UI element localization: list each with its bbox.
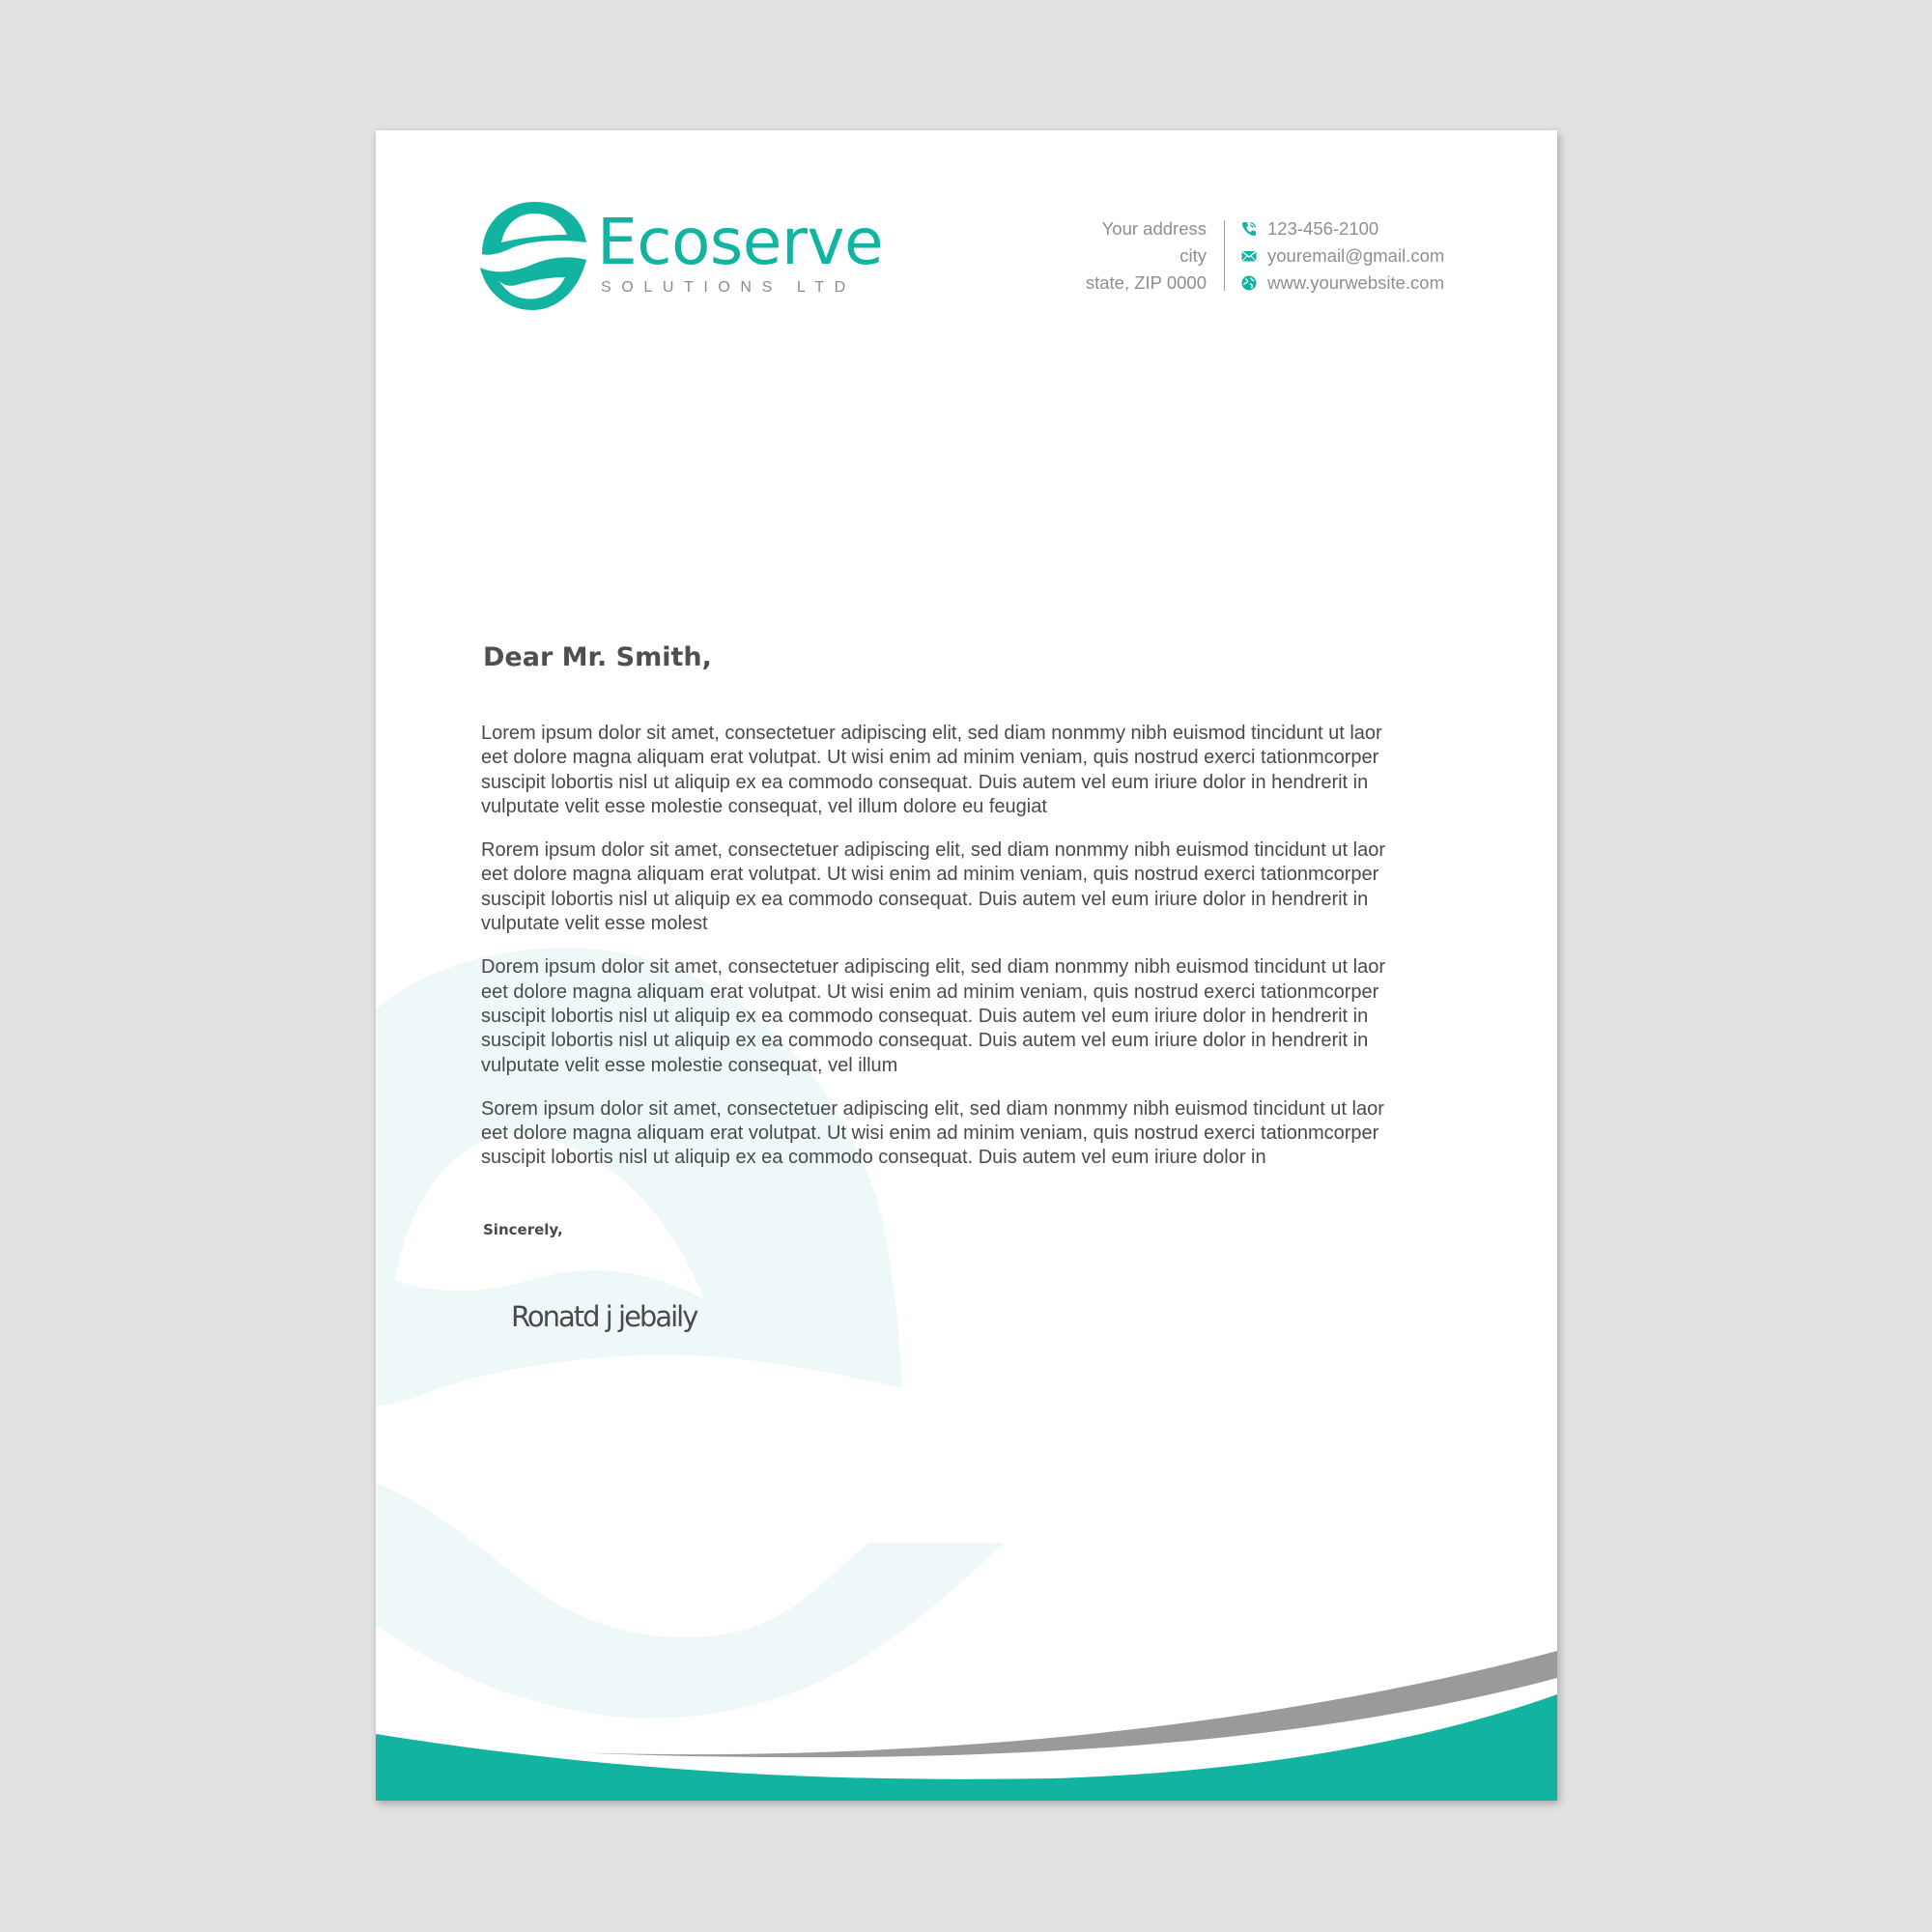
paragraph-1: Lorem ipsum dolor sit amet, consectetuer adipiscing elit, sed diam nonmmy nibh euismod tincidunt ut laor eet dolore magna aliquam erat volutpat. Ut wisi enim ad minim veniam, quis nostrud exerci tationmcorper suscipit lobortis nisl ut aliquip ex ea commodo consequat. Duis autem vel eum iriure dolor in hendrerit in vulputate velit esse molestie consequat, vel illum dolore eu feugiat: [481, 723, 1382, 817]
address-line-2: city: [1179, 245, 1207, 266]
contact-website-text: www.yourwebsite.com: [1267, 272, 1445, 293]
contact-phone: [1240, 215, 1444, 242]
phone-icon: [1240, 220, 1258, 238]
paragraph-3: Dorem ipsum dolor sit amet, consectetuer adipiscing elit, sed diam nonmmy nibh euismod tincidunt ut laor eet dolore magna aliquam erat volutpat. Ut wisi enim ad minim veniam, quis nostrud exerci tationmcorper suscipit lobortis nisl ut aliquip ex ea commodo consequat. Duis autem vel eum iriure dolor in hendrerit in suscipit lobortis nisl ut aliquip ex ea commodo consequat. Duis autem vel eum iriure dolor in hendrerit in vulputate velit esse molestie consequat, vel illum: [481, 956, 1385, 1076]
globe-icon: [1240, 274, 1258, 292]
letter-body: [481, 722, 1447, 1190]
paragraph-4: Sorem ipsum dolor sit amet, consectetuer adipiscing elit, sed diam nonmmy nibh euismod tincidunt ut laor eet dolore magna aliquam erat volutpat. Ut wisi enim ad minim veniam, quis nostrud exerci tationmcorper suscipit lobortis nisl ut aliquip ex ea commodo consequat. Duis autem vel eum iriure dolor in: [481, 1097, 1384, 1169]
paragraph-2: Rorem ipsum dolor sit amet, consectetuer adipiscing elit, sed diam nonmmy nibh euismod tincidunt ut laor eet dolore magna aliquam erat volutpat. Ut wisi enim ad minim veniam, quis nostrud exerci tationmcorper suscipit lobortis nisl ut aliquip ex ea commodo consequat. Duis autem vel eum iriure dolor in hendrerit in vulputate velit esse molest: [481, 839, 1385, 935]
brand-tagline: SOLUTIONS LTD: [601, 279, 856, 296]
closing: Sincerely,: [483, 1221, 563, 1238]
contact-website: [1240, 270, 1444, 297]
letterhead-page: [376, 130, 1557, 1801]
company-logo: [478, 200, 884, 316]
contact-email-text: youremail@gmail.com: [1267, 245, 1445, 266]
contact-phone-text: 123-456-2100: [1267, 218, 1379, 239]
leaf-e-logo-icon: [478, 200, 590, 312]
address-line-1: Your address: [1101, 218, 1207, 239]
contact-email: [1240, 242, 1444, 270]
address-line-3: state, ZIP 0000: [1085, 272, 1207, 293]
signature: Ronatd j jebaily: [511, 1300, 697, 1333]
company-address: [1086, 215, 1207, 297]
brand-name: Ecoserve: [597, 205, 884, 279]
mail-icon: [1240, 247, 1258, 265]
salutation: Dear Mr. Smith,: [483, 642, 712, 672]
header-divider: [1224, 220, 1225, 291]
contact-list: [1240, 215, 1444, 297]
